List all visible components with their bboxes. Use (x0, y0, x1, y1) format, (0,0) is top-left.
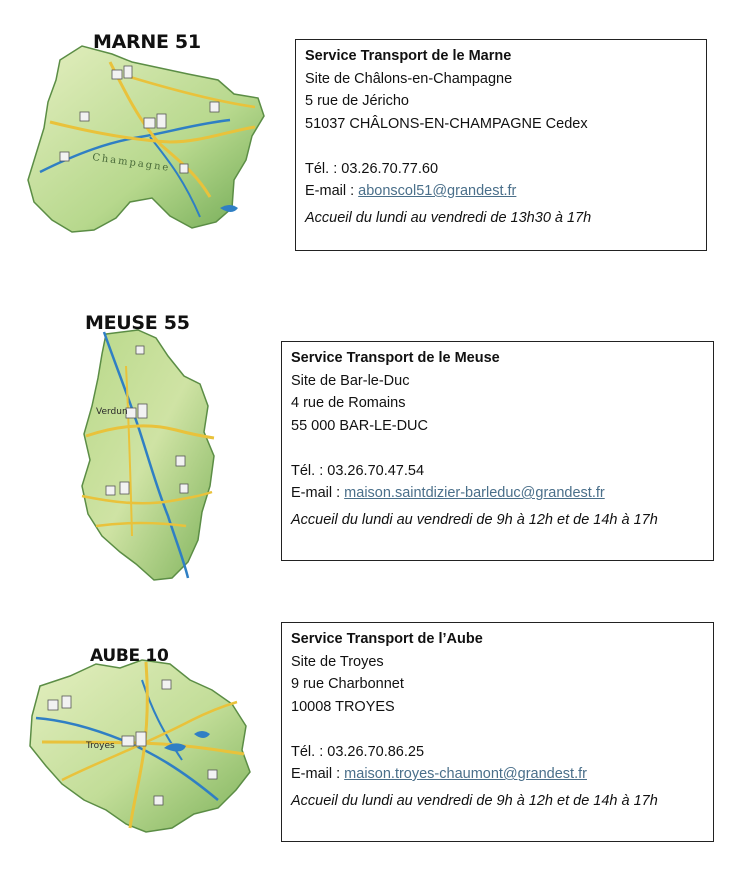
marne-hours: Accueil du lundi au vendredi de 13h30 à 17h (305, 209, 592, 226)
aube-map (22, 650, 254, 836)
meuse-hours: Accueil du lundi au vendredi de 9h à 12h et de 14h à 17h (291, 511, 658, 528)
meuse-address: 4 rue de Romains (291, 395, 406, 411)
meuse-email-label: E-mail : (291, 485, 345, 501)
marne-service-title: Service Transport de le Marne (305, 48, 512, 64)
aube-email-line (291, 763, 704, 786)
marne-city: 51037 CHÂLONS-EN-CHAMPAGNE Cedex (305, 115, 588, 132)
meuse-info-box (281, 341, 714, 561)
marne-site: Site de Châlons-en-Champagne (305, 70, 513, 87)
aube-info-box (281, 622, 714, 842)
marne-phone: Tél. : 03.26.70.77.60 (305, 160, 439, 177)
aube-email-link[interactable]: maison.troyes-chaumont@grandest.fr (344, 766, 587, 782)
meuse-map (76, 326, 226, 584)
marne-map-label: MARNE 51 (93, 31, 201, 53)
svg-text:Troyes: Troyes (86, 741, 115, 751)
aube-email-label: E-mail : (291, 766, 345, 782)
meuse-city: 55 000 BAR-LE-DUC (291, 417, 428, 434)
marne-map (20, 32, 270, 242)
aube-phone: Tél. : 03.26.70.86.25 (291, 743, 425, 760)
aube-hours: Accueil du lundi au vendredi de 9h à 12h et de 14h à 17h (291, 792, 658, 809)
aube-site: Site de Troyes (291, 653, 384, 670)
meuse-email-link[interactable]: maison.saintdizier-barleduc@grandest.fr (344, 485, 605, 501)
meuse-email-line (291, 482, 704, 505)
aube-city: 10008 TROYES (291, 698, 395, 715)
meuse-service-title: Service Transport de le Meuse (291, 350, 500, 366)
aube-address: 9 rue Charbonnet (291, 676, 404, 692)
aube-service-title: Service Transport de l’Aube (291, 631, 483, 647)
svg-text:Champagne: Champagne (91, 152, 172, 174)
marne-address: 5 rue de Jéricho (305, 93, 409, 109)
svg-text:Verdun: Verdun (96, 407, 128, 417)
aube-map-label: AUBE 10 (90, 646, 169, 666)
marne-info-box (295, 39, 707, 251)
meuse-site: Site de Bar-le-Duc (291, 372, 410, 389)
marne-email-line (305, 180, 697, 203)
meuse-phone: Tél. : 03.26.70.47.54 (291, 462, 425, 479)
marne-email-label: E-mail : (305, 183, 359, 199)
marne-email-link[interactable]: abonscol51@grandest.fr (358, 183, 517, 199)
meuse-map-label: MEUSE 55 (85, 312, 190, 334)
